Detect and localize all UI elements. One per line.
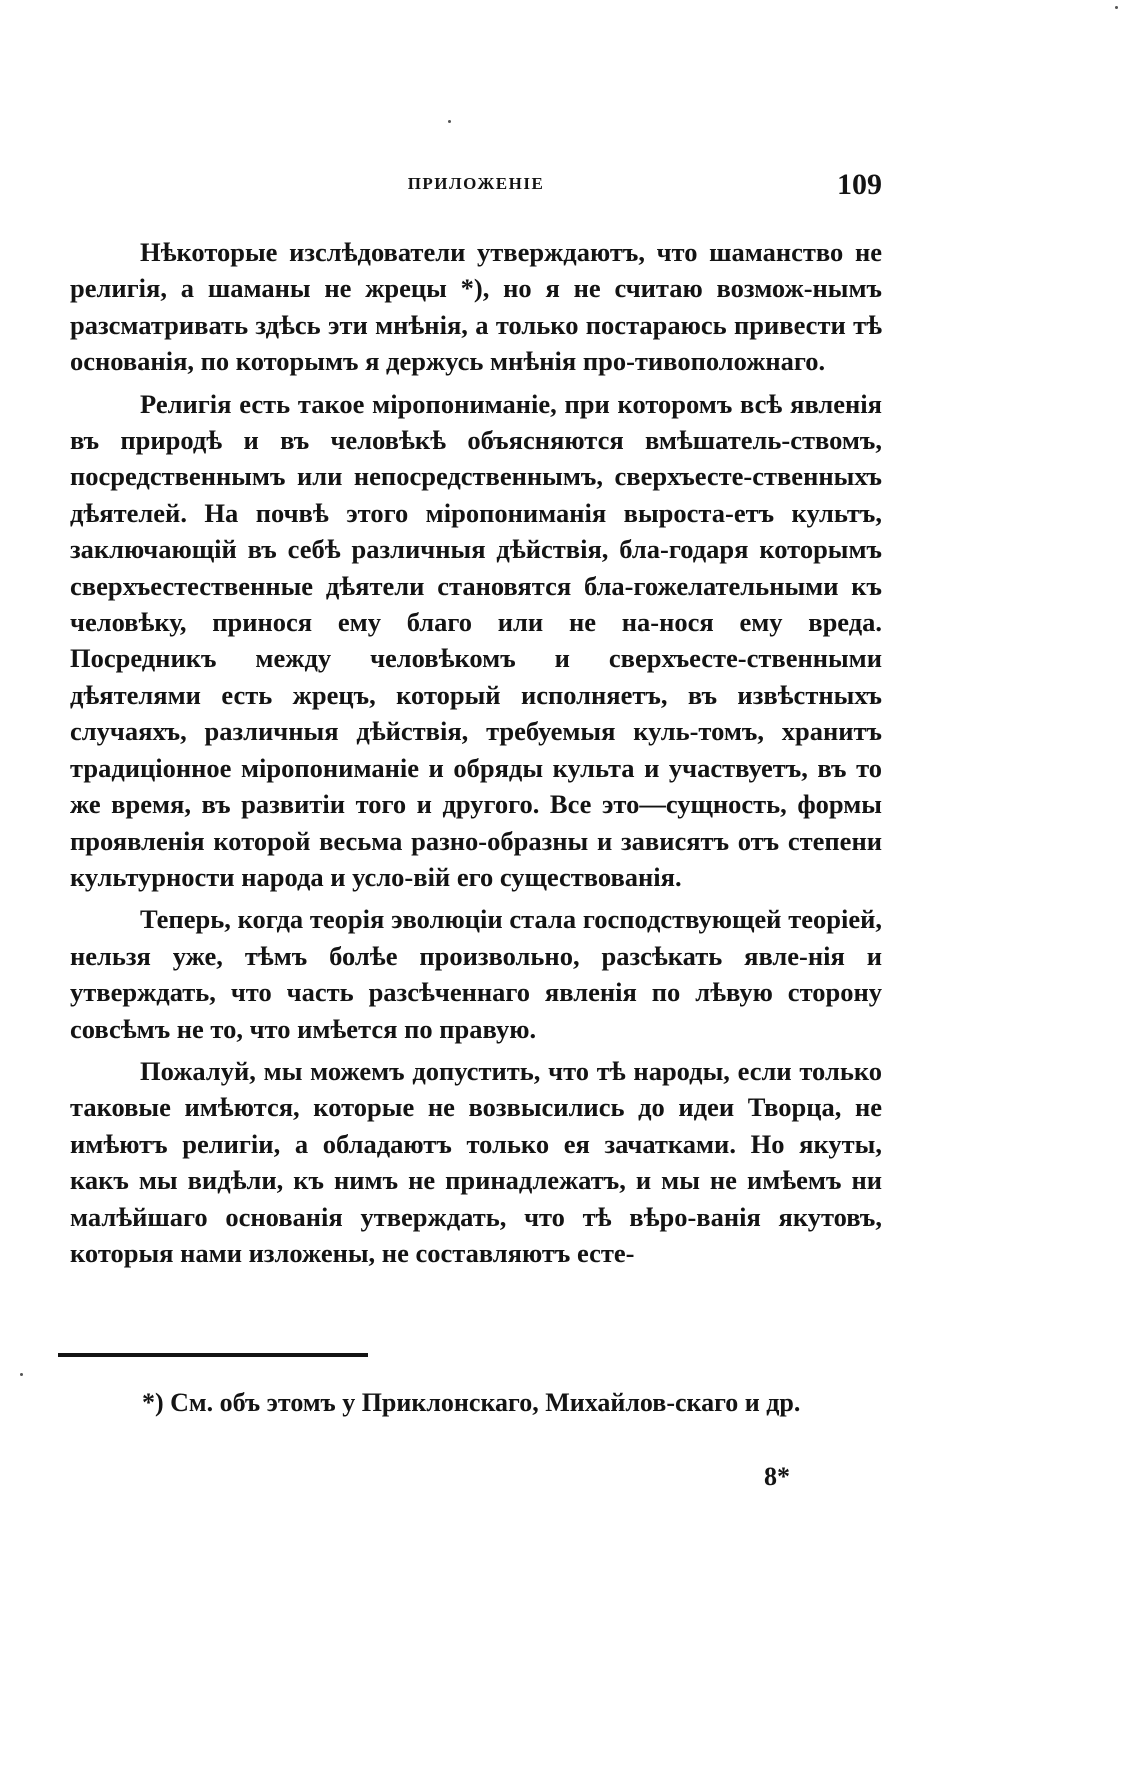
print-speck — [448, 120, 451, 123]
footnote: *) См. объ этомъ у Приклонскаго, Михайлов-скаго и др. — [142, 1388, 801, 1417]
paragraph: Теперь, когда теорія эволюціи стала господствующей теоріей, нельзя уже, тѣмъ болѣе произвольно, разсѣкать явле-нія и утверждать, что часть разсѣченнаго явленія по лѣвую сторону совсѣмъ не то, что имѣется по правую. — [70, 904, 882, 1044]
print-speck — [1115, 6, 1118, 9]
paragraph: Нѣкоторые изслѣдователи утверждаютъ, что шаманство не религія, а шаманы не жрецы *), но я не считаю возмож-нымъ разсматривать здѣсь эти мнѣнія, а только постараюсь привести тѣ основанія, по которымъ я держусь мнѣнія про-тивоположнаго. — [70, 237, 882, 377]
print-speck — [20, 1373, 23, 1376]
main-text — [70, 234, 882, 1277]
footnote-divider — [58, 1353, 368, 1357]
paragraph: Религія есть такое міропониманіе, при которомъ всѣ явленія въ природѣ и въ человѣкѣ объясняются вмѣшатель-ствомъ, посредственнымъ или непосредственнымъ, сверхъесте-ственныхъ дѣятелей. На почвѣ этого міропониманія выроста-етъ культъ, заключающій въ себѣ различныя дѣйствія, бла-годаря которымъ сверхъестественные дѣятели становятся бла-гожелательными къ человѣку, принося ему благо или не на-нося ему вреда. Посредникъ между человѣкомъ и сверхъесте-ственными дѣятелями есть жрецъ, который исполняетъ, въ извѣстныхъ случаяхъ, различныя дѣйствія, требуемыя куль-томъ, хранитъ традиціонное міропониманіе и обряды культа и участвуетъ, въ то же время, въ развитіи того и другого. Все это—сущность, формы проявленія которой весьма разно-образны и зависятъ отъ степени культурности народа и усло-вій его существованія. — [70, 388, 882, 892]
page-header — [70, 168, 882, 208]
running-title: ПРИЛОЖЕНІЕ — [407, 174, 545, 193]
paragraph: Пожалуй, мы можемъ допустить, что тѣ народы, если только таковые имѣются, которые не возвысились до идеи Творца, не имѣютъ религіи, а обладаютъ только ея зачатками. Но якуты, какъ мы видѣли, къ нимъ не принадлежатъ, и мы не имѣемъ ни малѣйшаго основанія утверждать, что тѣ вѣро-ванія якутовъ, которыя нами изложены, не составляютъ есте- — [70, 1055, 882, 1268]
signature-mark: 8* — [764, 1462, 790, 1491]
page-number: 109 — [837, 168, 882, 201]
